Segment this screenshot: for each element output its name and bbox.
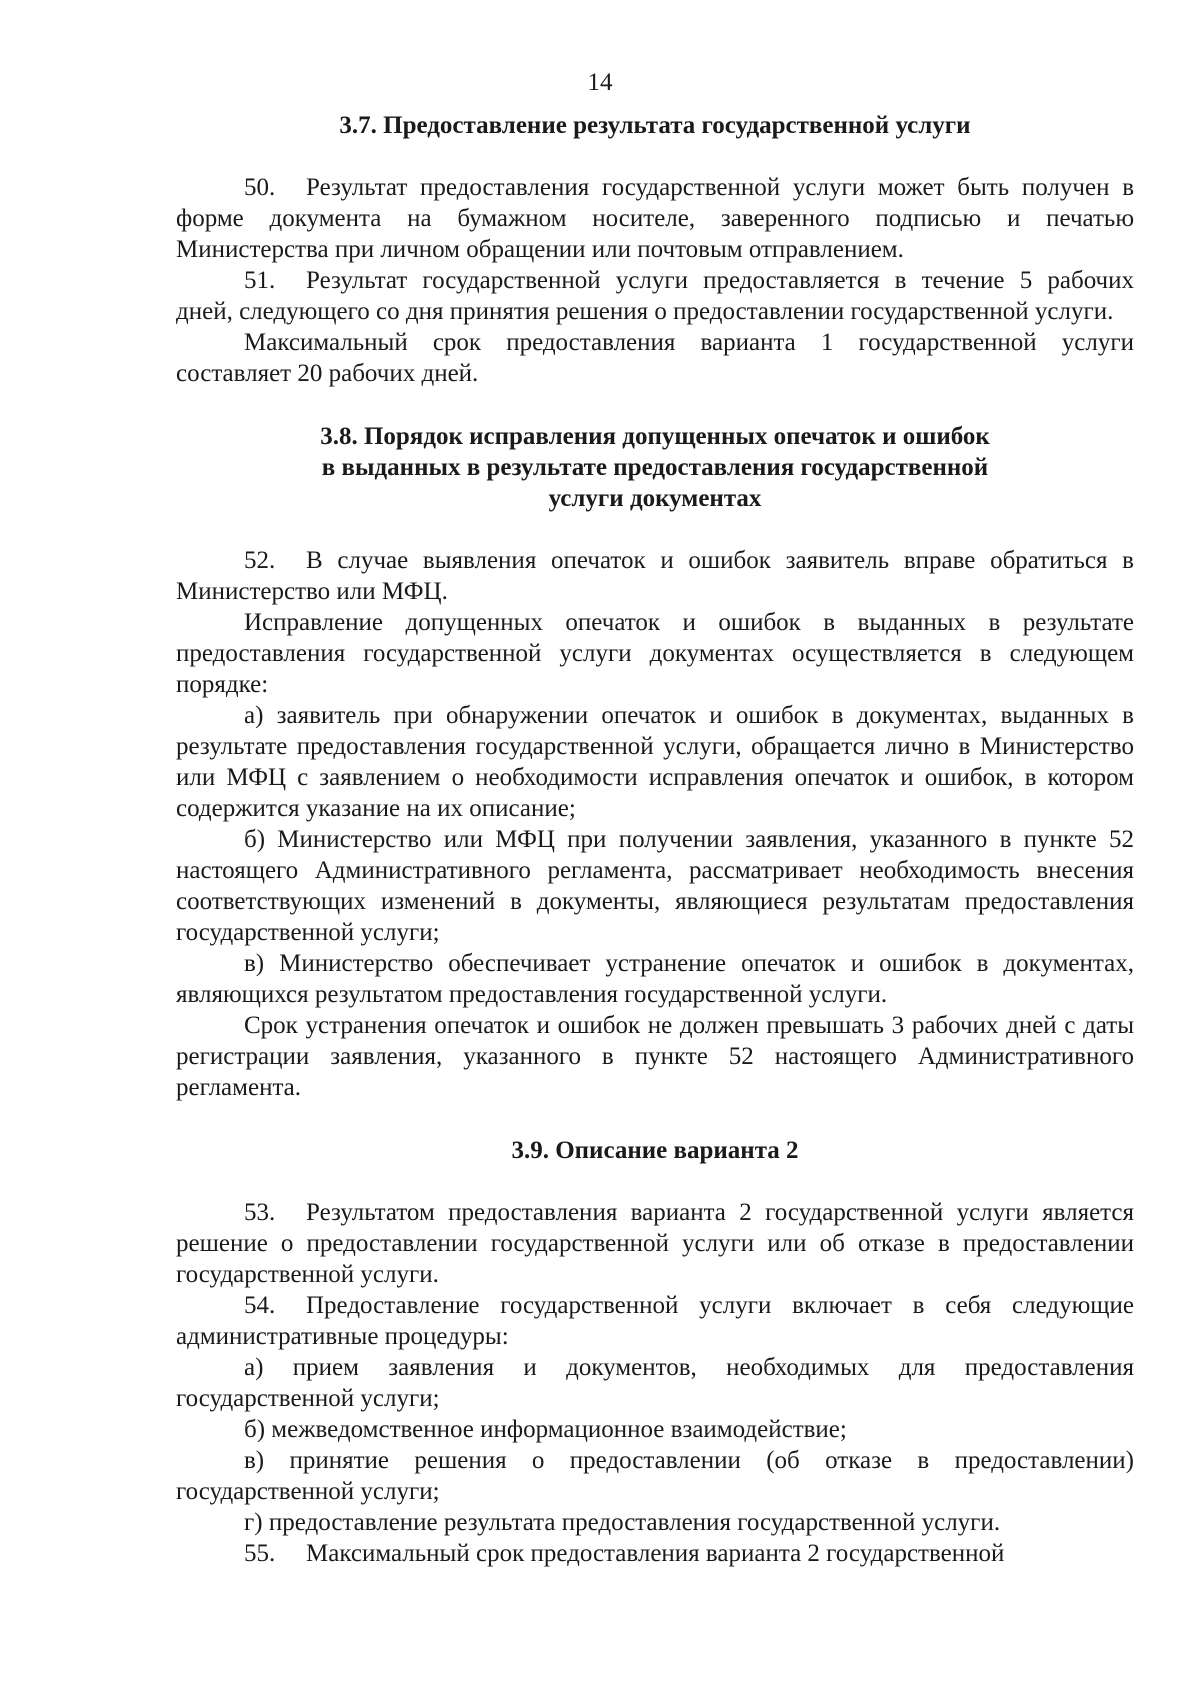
- paragraph-number: 55.: [244, 1540, 276, 1567]
- paragraph-text: Результатом предоставления варианта 2 государственной услуги является решение о предоставлении государственной услуги или об отказе в предоставлении государственной услуги.: [176, 1199, 1134, 1288]
- list-item-a: [176, 700, 1134, 824]
- paragraph-max-term-variant-1: [176, 327, 1134, 389]
- list-item-v: [176, 1445, 1134, 1507]
- paragraph-number: 50.: [244, 174, 276, 201]
- paragraph-50: [176, 172, 1134, 265]
- paragraph-54: [176, 1290, 1134, 1352]
- paragraph-text: б) межведомственное информационное взаимодействие;: [244, 1416, 847, 1443]
- list-item-v: [176, 948, 1134, 1010]
- heading-line: в выданных в результате предоставления государственной: [321, 454, 989, 481]
- paragraph-text: а) заявитель при обнаружении опечаток и ошибок в документах, выданных в результате предоставления государственной услуги, обращается лично в Министерство или МФЦ с заявлением о необходимости исправления опечаток и ошибок, в котором содержится указание на их описание;: [176, 702, 1134, 822]
- paragraph-text: В случае выявления опечаток и ошибок заявитель вправе обратиться в Министерство или МФЦ.: [176, 547, 1134, 605]
- section-heading-3-9: [176, 1135, 1134, 1166]
- paragraph-text: Срок устранения опечаток и ошибок не должен превышать 3 рабочих дней с даты регистрации заявления, указанного в пункте 52 настоящего Административного регламента.: [176, 1012, 1134, 1101]
- heading-line: 3.8. Порядок исправления допущенных опечаток и ошибок: [320, 423, 990, 450]
- section-heading-3-8: [176, 421, 1134, 514]
- heading-line: 3.7. Предоставление результата государственной услуги: [339, 112, 971, 139]
- heading-line: услуги документах: [548, 485, 762, 512]
- paragraph-number: 54.: [244, 1292, 276, 1319]
- paragraph-52: [176, 545, 1134, 607]
- paragraph-text: Исправление допущенных опечаток и ошибок в выданных в результате предоставления государственной услуги документах осуществляется в следующем порядке:: [176, 609, 1134, 698]
- heading-line: 3.9. Описание варианта 2: [511, 1137, 799, 1164]
- list-item-b: [176, 1414, 1134, 1445]
- page-number: 14: [587, 69, 613, 96]
- paragraph-text: Результат государственной услуги предоставляется в течение 5 рабочих дней, следующего со дня принятия решения о предоставлении государственной услуги.: [176, 267, 1134, 325]
- paragraph-correction-order: [176, 607, 1134, 700]
- paragraph-text: Результат предоставления государственной услуги может быть получен в форме документа на бумажном носителе, заверенного подписью и печатью Министерства при личном обращении или почтовым отправлением.: [176, 174, 1134, 263]
- paragraph-text: а) прием заявления и документов, необходимых для предоставления государственной услуги;: [176, 1354, 1134, 1412]
- paragraph-number: 52.: [244, 547, 276, 574]
- paragraph-text: б) Министерство или МФЦ при получении заявления, указанного в пункте 52 настоящего Административного регламента, рассматривает необходимость внесения соответствующих изменений в документы, являющиеся результатам предоставления государственной услуги;: [176, 826, 1134, 946]
- paragraph-text: в) Министерство обеспечивает устранение опечаток и ошибок в документах, являющихся результатом предоставления государственной услуги.: [176, 950, 1134, 1008]
- paragraph-text: г) предоставление результата предоставления государственной услуги.: [244, 1509, 1001, 1536]
- section-heading-3-7: [176, 110, 1134, 141]
- paragraph-text: Максимальный срок предоставления варианта 1 государственной услуги составляет 20 рабочих дней.: [176, 329, 1134, 387]
- list-item-g: [176, 1507, 1134, 1538]
- paragraph-correction-term: [176, 1010, 1134, 1103]
- paragraph-55: [176, 1538, 1134, 1569]
- document-body: [176, 110, 1134, 1569]
- list-item-b: [176, 824, 1134, 948]
- paragraph-53: [176, 1197, 1134, 1290]
- paragraph-text: Предоставление государственной услуги включает в себя следующие административные процедуры:: [176, 1292, 1134, 1350]
- paragraph-text: в) принятие решения о предоставлении (об отказе в предоставлении) государственной услуги;: [176, 1447, 1134, 1505]
- paragraph-text: Максимальный срок предоставления варианта 2 государственной: [306, 1540, 1005, 1567]
- paragraph-number: 51.: [244, 267, 276, 294]
- list-item-a: [176, 1352, 1134, 1414]
- paragraph-number: 53.: [244, 1199, 276, 1226]
- paragraph-51: [176, 265, 1134, 327]
